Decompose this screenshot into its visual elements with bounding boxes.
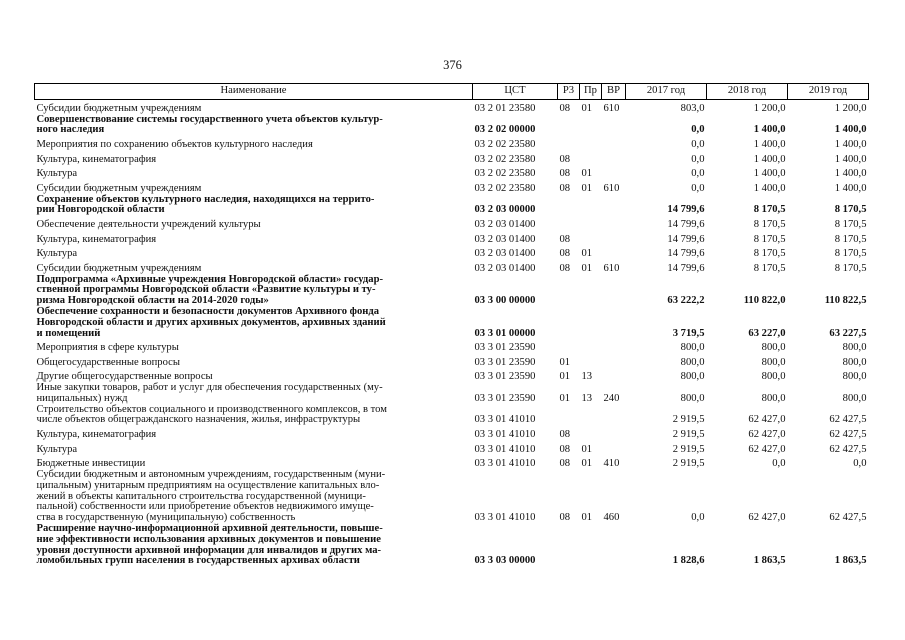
table-row	[35, 354, 869, 369]
cell-pr: 01	[581, 102, 593, 114]
cell-2017: 0,0	[691, 153, 705, 165]
cell-2019: 110 822,5	[824, 295, 867, 307]
cell-pr	[580, 151, 602, 166]
cell-name-line: Бюджетные инвестиции	[36, 458, 146, 470]
cell-2018: 62 427,0	[748, 512, 786, 524]
cell-name-line: Субсидии бюджетным учреждениям	[36, 102, 202, 114]
table-row	[35, 470, 869, 524]
cell-cst: 03 2 03 00000	[474, 204, 536, 216]
cell-2017: 14 799,6	[667, 262, 705, 274]
cell-rz: 08	[559, 443, 571, 455]
budget-table	[34, 83, 869, 567]
cell-2017: 14 799,6	[667, 233, 705, 245]
cell-2018: 8 170,5	[753, 218, 786, 230]
table-row	[35, 383, 869, 405]
cell-vr	[602, 115, 626, 137]
cell-cst: 03 2 03 01400	[474, 262, 536, 274]
cell-vr: 460	[603, 512, 620, 524]
cell-name	[35, 405, 473, 427]
cell-2018: 8 170,5	[753, 248, 786, 260]
cell-vr	[602, 245, 626, 260]
cell-name	[35, 115, 473, 137]
cell-vr	[602, 369, 626, 384]
cell-name	[35, 151, 473, 166]
cell-2018: 800,0	[761, 342, 786, 354]
cell-vr	[602, 195, 626, 217]
cell-vr	[602, 136, 626, 151]
table-row	[35, 195, 869, 217]
cell-2019: 62 427,5	[829, 429, 867, 441]
cell-2017: 0,0	[691, 124, 705, 136]
cell-name	[35, 260, 473, 275]
cell-rz: 08	[559, 182, 571, 194]
cell-vr	[602, 405, 626, 427]
cell-2019: 62 427,5	[829, 512, 867, 524]
cell-2017: 2 919,5	[672, 443, 705, 455]
cell-rz: 08	[559, 512, 571, 524]
cell-vr	[602, 275, 626, 307]
cell-vr: 610	[603, 102, 620, 114]
cell-cst: 03 2 01 23580	[474, 102, 536, 114]
cell-name-line: Субсидии бюджетным учреждениям	[36, 182, 202, 194]
table-row	[35, 426, 869, 441]
cell-2019: 62 427,5	[829, 414, 867, 426]
cell-name-line: Строительство объектов социального и производственного комплексов, в том	[36, 403, 387, 415]
table-row	[35, 339, 869, 354]
page-number: 376	[443, 58, 462, 72]
cell-rz	[558, 136, 580, 151]
cell-cst: 03 2 03 01400	[474, 233, 536, 245]
cell-pr: 01	[581, 248, 593, 260]
cell-2019: 1 400,0	[834, 153, 867, 165]
cell-rz	[558, 307, 580, 339]
cell-cst: 03 2 03 01400	[474, 218, 536, 230]
cell-name-line: ципальным) унитарным предприятиям на осуществление капитальных вло-	[36, 479, 380, 491]
cell-name-line: Культура, кинематография	[36, 233, 157, 245]
table-row	[35, 369, 869, 384]
cell-rz	[558, 216, 580, 231]
cell-cst: 03 3 01 23590	[474, 371, 536, 383]
cell-name	[35, 100, 473, 115]
cell-2017: 800,0	[680, 392, 705, 404]
cell-2018: 63 227,0	[748, 327, 786, 339]
cell-pr	[580, 195, 602, 217]
cell-2019: 8 170,5	[834, 248, 867, 260]
cell-cst: 03 2 02 23580	[474, 153, 536, 165]
cell-2017: 2 919,5	[672, 458, 705, 470]
cell-cst: 03 3 01 23590	[474, 356, 536, 368]
cell-vr	[602, 524, 626, 567]
cell-2017: 3 719,5	[672, 327, 705, 339]
cell-pr: 13	[581, 371, 593, 383]
cell-2019: 8 170,5	[834, 218, 867, 230]
cell-name	[35, 136, 473, 151]
cell-name-line: Подпрограмма «Архивные учреждения Новгородской области» государ-	[36, 273, 383, 285]
cell-pr: 01	[581, 458, 593, 470]
cell-vr	[602, 307, 626, 339]
cell-cst: 03 3 01 41010	[474, 512, 536, 524]
cell-name	[35, 275, 473, 307]
table-row	[35, 100, 869, 115]
cell-vr	[602, 339, 626, 354]
cell-2019: 1 400,0	[834, 138, 867, 150]
cell-vr: 410	[603, 458, 620, 470]
cell-pr	[580, 216, 602, 231]
cell-vr	[602, 216, 626, 231]
cell-2018: 800,0	[761, 356, 786, 368]
cell-2018: 8 170,5	[753, 262, 786, 274]
cell-cst: 03 3 01 41010	[474, 458, 536, 470]
cell-2018: 8 170,5	[753, 204, 786, 216]
cell-2017: 800,0	[680, 342, 705, 354]
cell-2018: 110 822,0	[743, 295, 786, 307]
cell-name-line: Мероприятия в сфере культуры	[36, 342, 179, 354]
table-row	[35, 231, 869, 246]
header-row	[35, 84, 869, 100]
cell-2019: 8 170,5	[834, 262, 867, 274]
cell-2018: 62 427,0	[748, 414, 786, 426]
cell-pr	[580, 231, 602, 246]
cell-2018: 8 170,5	[753, 233, 786, 245]
cell-name-line: Субсидии бюджетным и автономным учреждениям, государственным (муни-	[36, 469, 386, 481]
cell-2018: 1 400,0	[753, 124, 786, 136]
table-row	[35, 115, 869, 137]
cell-2019: 800,0	[842, 392, 867, 404]
cell-name-line: жений в объекты капитального строительства государственной (муници-	[36, 490, 366, 502]
cell-2019: 62 427,5	[829, 443, 867, 455]
cell-cst: 03 2 02 23580	[474, 182, 536, 194]
cell-pr: 01	[581, 182, 593, 194]
header-name: Наименование	[35, 84, 473, 100]
cell-name-line: Новгородской области и других архивных документов, архивных зданий	[36, 316, 386, 328]
cell-2018: 0,0	[772, 458, 786, 470]
cell-cst: 03 2 03 01400	[474, 248, 536, 260]
cell-pr: 01	[581, 443, 593, 455]
cell-2017: 0,0	[691, 512, 705, 524]
cell-pr	[580, 524, 602, 567]
cell-cst: 03 3 01 00000	[474, 327, 536, 339]
cell-vr: 610	[603, 262, 620, 274]
cell-name-line: ломобильных групп населения в государственных архивах области	[36, 555, 360, 567]
cell-pr	[580, 115, 602, 137]
cell-name-line: Субсидии бюджетным учреждениям	[36, 262, 202, 274]
cell-rz: 08	[559, 102, 571, 114]
cell-2019: 1 863,5	[834, 555, 867, 567]
cell-rz: 01	[559, 371, 571, 383]
cell-rz: 08	[559, 458, 571, 470]
cell-2019: 63 227,5	[829, 327, 867, 339]
table-row	[35, 180, 869, 195]
cell-name-line: и помещений	[36, 327, 101, 339]
header-2019: 2019 год	[788, 84, 869, 100]
cell-rz: 08	[559, 168, 571, 180]
cell-2017: 803,0	[680, 102, 705, 114]
cell-2017: 0,0	[691, 168, 705, 180]
cell-2018: 800,0	[761, 392, 786, 404]
cell-name-line: ризма Новгородской области на 2014-2020 годы»	[36, 295, 269, 307]
header-rz: Р3	[558, 84, 580, 100]
cell-name-line: ства в государственную (муниципальную) собственность	[36, 512, 296, 524]
cell-name-line: пальной) собственности или приобретение объектов недвижимого имуще-	[36, 501, 374, 513]
cell-name	[35, 369, 473, 384]
cell-2018: 62 427,0	[748, 429, 786, 441]
cell-pr: 13	[581, 392, 593, 404]
cell-2018: 1 200,0	[753, 102, 786, 114]
cell-name-line: Культура	[36, 168, 78, 180]
cell-name-line: Общегосударственные вопросы	[36, 356, 180, 368]
cell-name	[35, 307, 473, 339]
cell-2019: 800,0	[842, 342, 867, 354]
cell-name	[35, 245, 473, 260]
table-row	[35, 405, 869, 427]
cell-name	[35, 455, 473, 470]
cell-2019: 1 400,0	[834, 168, 867, 180]
cell-cst: 03 3 01 41010	[474, 443, 536, 455]
cell-pr	[580, 275, 602, 307]
cell-cst: 03 3 01 23590	[474, 342, 536, 354]
cell-name-line: ниципальных) нужд	[36, 392, 128, 404]
cell-vr	[602, 354, 626, 369]
cell-pr	[580, 405, 602, 427]
cell-2017: 0,0	[691, 138, 705, 150]
cell-name-line: рии Новгородской области	[36, 204, 165, 216]
cell-name-line: ственной программы Новгородской области «Развитие культуры и ту-	[36, 284, 376, 296]
cell-2018: 1 863,5	[753, 555, 786, 567]
cell-vr	[602, 426, 626, 441]
cell-name	[35, 231, 473, 246]
table-row	[35, 136, 869, 151]
header-vr: ВР	[602, 84, 626, 100]
cell-2018: 1 400,0	[753, 153, 786, 165]
cell-rz: 08	[559, 262, 571, 274]
header-2018: 2018 год	[707, 84, 788, 100]
cell-rz	[558, 405, 580, 427]
cell-2017: 2 919,5	[672, 414, 705, 426]
cell-pr: 01	[581, 262, 593, 274]
cell-2018: 1 400,0	[753, 182, 786, 194]
cell-cst: 03 3 03 00000	[474, 555, 536, 567]
cell-2019: 8 170,5	[834, 204, 867, 216]
cell-2019: 1 400,0	[834, 124, 867, 136]
cell-name-line: Культура, кинематография	[36, 429, 157, 441]
cell-name-line: Мероприятия по сохранению объектов культурного наследия	[36, 138, 313, 150]
cell-name-line: Культура	[36, 248, 78, 260]
cell-2017: 14 799,6	[667, 204, 705, 216]
table-row	[35, 216, 869, 231]
cell-2017: 63 222,2	[667, 295, 705, 307]
cell-rz	[558, 275, 580, 307]
cell-rz: 01	[559, 356, 571, 368]
cell-cst: 03 3 00 00000	[474, 295, 536, 307]
cell-rz: 08	[559, 233, 571, 245]
cell-2019: 0,0	[853, 458, 867, 470]
table-body	[35, 100, 869, 568]
cell-name-line: уровня доступности архивной информации для инвалидов и других ма-	[36, 544, 382, 556]
table-row	[35, 245, 869, 260]
cell-pr	[580, 307, 602, 339]
cell-name-line: Обеспечение деятельности учреждений культуры	[36, 218, 261, 230]
cell-name-line: Иные закупки товаров, работ и услуг для обеспечения государственных (му-	[36, 382, 383, 394]
cell-cst: 03 2 02 23580	[474, 168, 536, 180]
cell-name-line: Обеспечение сохранности и безопасности документов Архивного фонда	[36, 305, 380, 317]
cell-vr	[602, 151, 626, 166]
cell-name	[35, 426, 473, 441]
cell-rz: 08	[559, 248, 571, 260]
table-row	[35, 441, 869, 456]
cell-pr: 01	[581, 512, 593, 524]
cell-pr: 01	[581, 168, 593, 180]
cell-vr: 240	[603, 392, 620, 404]
table-row	[35, 307, 869, 339]
cell-2017: 800,0	[680, 356, 705, 368]
cell-rz: 01	[559, 392, 571, 404]
cell-name-line: числе объектов общегражданского назначения, жилья, инфраструктуры	[36, 414, 361, 426]
header-2017: 2017 год	[626, 84, 707, 100]
cell-2018: 62 427,0	[748, 443, 786, 455]
cell-2018: 1 400,0	[753, 168, 786, 180]
cell-name	[35, 354, 473, 369]
cell-pr	[580, 426, 602, 441]
cell-name	[35, 339, 473, 354]
cell-2018: 1 400,0	[753, 138, 786, 150]
cell-vr	[602, 441, 626, 456]
cell-vr	[602, 165, 626, 180]
cell-name	[35, 441, 473, 456]
cell-cst: 03 2 02 00000	[474, 124, 536, 136]
cell-name	[35, 383, 473, 405]
cell-name-line: Другие общегосударственные вопросы	[36, 371, 213, 383]
cell-2019: 800,0	[842, 371, 867, 383]
cell-name-line: ного наследия	[36, 124, 105, 136]
cell-pr	[580, 354, 602, 369]
cell-name	[35, 524, 473, 567]
cell-2019: 800,0	[842, 356, 867, 368]
cell-cst: 03 3 01 41010	[474, 429, 536, 441]
cell-rz	[558, 339, 580, 354]
table-row	[35, 275, 869, 307]
cell-2019: 8 170,5	[834, 233, 867, 245]
cell-name	[35, 195, 473, 217]
cell-name	[35, 180, 473, 195]
cell-2017: 800,0	[680, 371, 705, 383]
cell-2017: 14 799,6	[667, 218, 705, 230]
cell-2019: 1 400,0	[834, 182, 867, 194]
header-pr: Пр	[580, 84, 602, 100]
cell-2017: 1 828,6	[672, 555, 705, 567]
cell-2018: 800,0	[761, 371, 786, 383]
cell-cst: 03 2 02 23580	[474, 138, 536, 150]
table-row	[35, 455, 869, 470]
cell-cst: 03 3 01 41010	[474, 414, 536, 426]
cell-pr	[580, 136, 602, 151]
table-row	[35, 151, 869, 166]
table-row	[35, 524, 869, 567]
cell-vr	[602, 231, 626, 246]
cell-pr	[580, 339, 602, 354]
cell-cst: 03 3 01 23590	[474, 392, 536, 404]
cell-name-line: Культура, кинематография	[36, 153, 157, 165]
table-row	[35, 165, 869, 180]
cell-name	[35, 470, 473, 524]
cell-name-line: Сохранение объектов культурного наследия, находящихся на террито-	[36, 193, 375, 205]
cell-rz: 08	[559, 429, 571, 441]
cell-rz	[558, 524, 580, 567]
cell-rz	[558, 115, 580, 137]
cell-name	[35, 216, 473, 231]
cell-rz: 08	[559, 153, 571, 165]
cell-2019: 1 200,0	[834, 102, 867, 114]
cell-2017: 14 799,6	[667, 248, 705, 260]
header-cst: ЦСТ	[473, 84, 558, 100]
cell-2017: 2 919,5	[672, 429, 705, 441]
table-row	[35, 260, 869, 275]
cell-vr: 610	[603, 182, 620, 194]
cell-rz	[558, 195, 580, 217]
cell-name	[35, 165, 473, 180]
cell-name-line: Расширение научно-информационной архивной деятельности, повыше-	[36, 523, 383, 535]
cell-2017: 0,0	[691, 182, 705, 194]
cell-name-line: Совершенствование системы государственного учета объектов культур-	[36, 113, 383, 125]
cell-name-line: Культура	[36, 443, 78, 455]
cell-name-line: ние эффективности использования архивных документов и повышение	[36, 533, 381, 545]
